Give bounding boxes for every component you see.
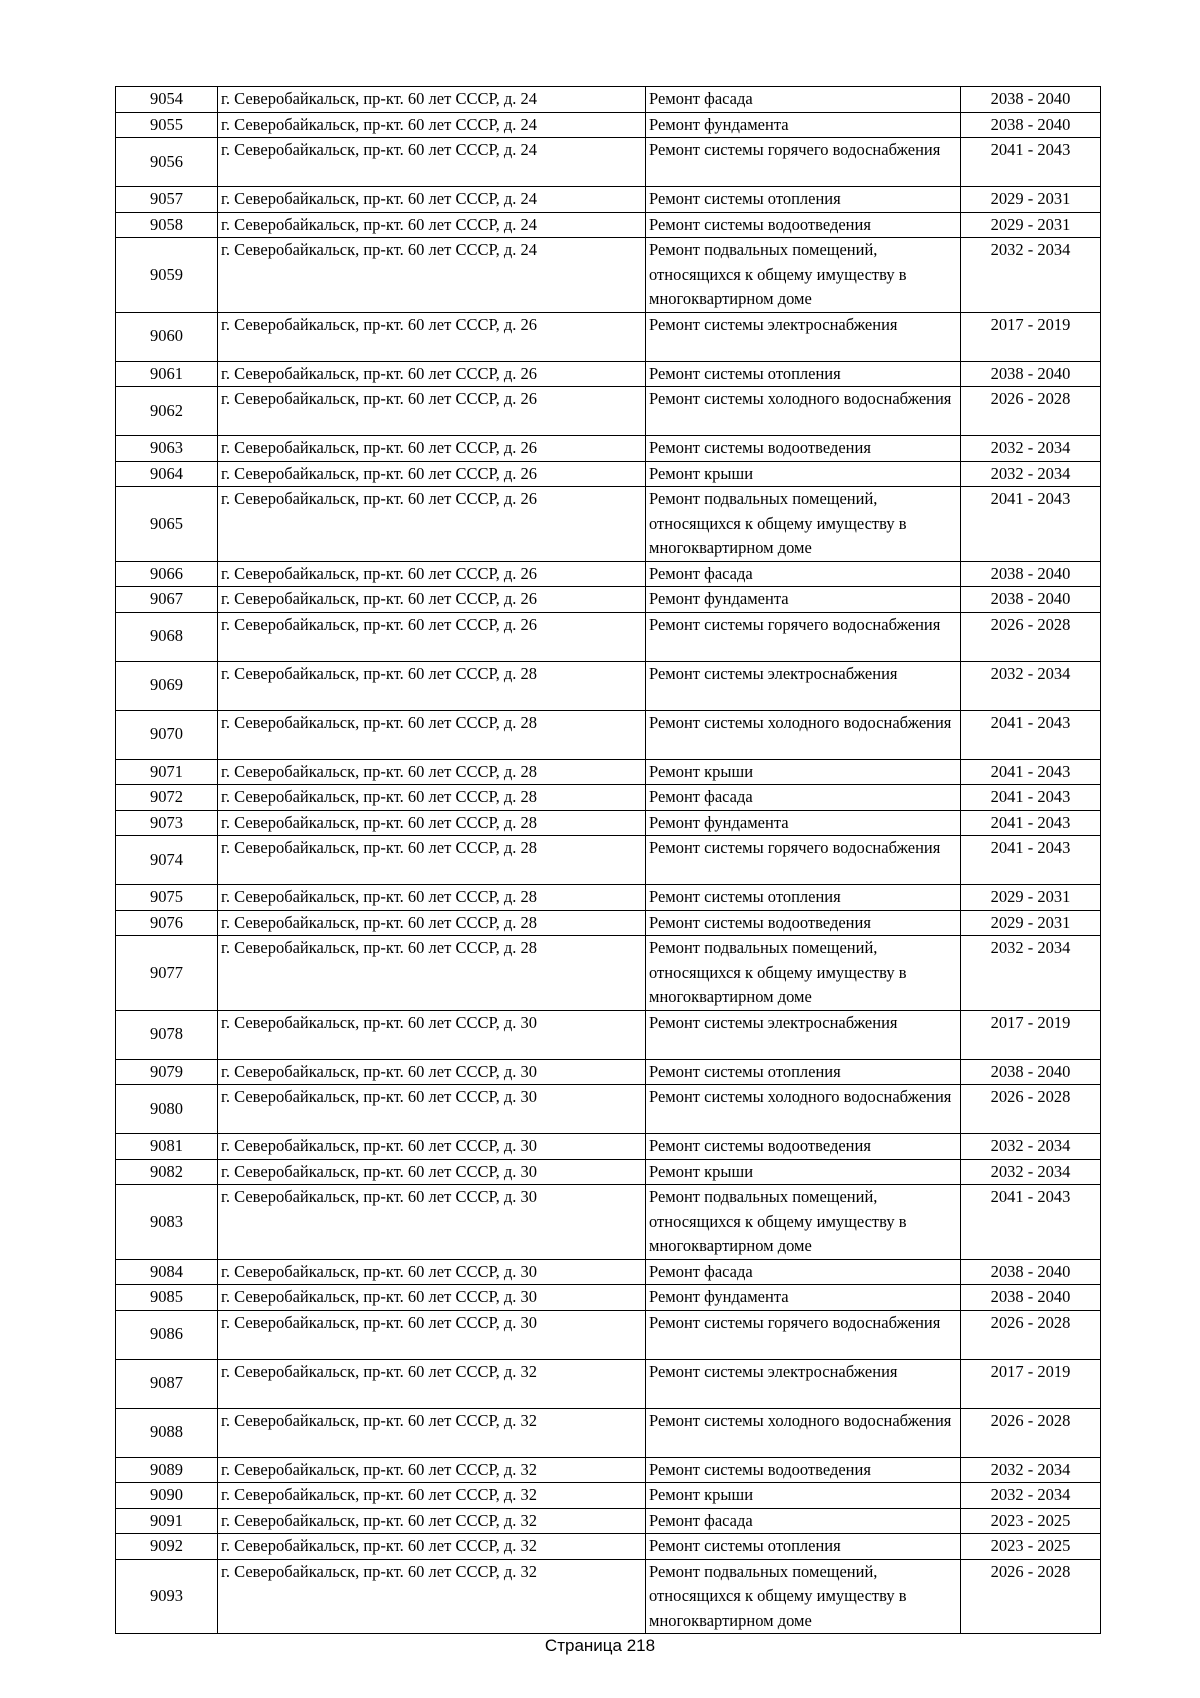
table-row [116,212,1101,238]
table-row [116,187,1101,213]
address-cell: г. Северобайкальск, пр-кт. 60 лет СССР, д. 28 [218,836,646,885]
address-cell: г. Северобайкальск, пр-кт. 60 лет СССР, д. 28 [218,785,646,811]
table-row [116,1559,1101,1634]
table-row [116,1159,1101,1185]
row-number-cell: 9055 [116,112,218,138]
address-cell: г. Северобайкальск, пр-кт. 60 лет СССР, д. 30 [218,1310,646,1359]
work-type-cell: Ремонт системы горячего водоснабжения [646,1310,961,1359]
row-number-cell: 9087 [116,1359,218,1408]
row-number-cell: 9080 [116,1085,218,1134]
work-type-cell: Ремонт фасада [646,87,961,113]
table-row [116,138,1101,187]
period-cell: 2038 - 2040 [961,561,1101,587]
work-type-cell: Ремонт фундамента [646,1285,961,1311]
period-cell: 2032 - 2034 [961,1159,1101,1185]
table-row [116,661,1101,710]
row-number-cell: 9068 [116,612,218,661]
period-cell: 2029 - 2031 [961,187,1101,213]
work-type-cell: Ремонт фасада [646,1508,961,1534]
work-type-cell: Ремонт системы холодного водоснабжения [646,1408,961,1457]
table-row [116,1359,1101,1408]
period-cell: 2041 - 2043 [961,810,1101,836]
period-cell: 2038 - 2040 [961,1285,1101,1311]
period-cell: 2026 - 2028 [961,1408,1101,1457]
work-type-cell: Ремонт системы холодного водоснабжения [646,710,961,759]
table-row [116,1310,1101,1359]
address-cell: г. Северобайкальск, пр-кт. 60 лет СССР, д. 32 [218,1408,646,1457]
work-type-cell: Ремонт системы электроснабжения [646,661,961,710]
work-type-cell: Ремонт системы водоотведения [646,910,961,936]
document-page [115,86,1100,1634]
row-number-cell: 9081 [116,1134,218,1160]
work-type-cell: Ремонт системы отопления [646,885,961,911]
period-cell: 2032 - 2034 [961,1134,1101,1160]
work-type-cell: Ремонт системы водоотведения [646,1457,961,1483]
period-cell: 2029 - 2031 [961,910,1101,936]
work-type-cell: Ремонт фасада [646,561,961,587]
address-cell: г. Северобайкальск, пр-кт. 60 лет СССР, д. 26 [218,587,646,613]
table-row [116,759,1101,785]
row-number-cell: 9086 [116,1310,218,1359]
period-cell: 2041 - 2043 [961,785,1101,811]
address-cell: г. Северобайкальск, пр-кт. 60 лет СССР, д. 26 [218,361,646,387]
period-cell: 2041 - 2043 [961,138,1101,187]
period-cell: 2032 - 2034 [961,436,1101,462]
address-cell: г. Северобайкальск, пр-кт. 60 лет СССР, д. 32 [218,1559,646,1634]
work-type-cell: Ремонт фундамента [646,810,961,836]
work-type-cell: Ремонт крыши [646,1159,961,1185]
address-cell: г. Северобайкальск, пр-кт. 60 лет СССР, д. 26 [218,312,646,361]
page-number: Страница 218 [544,1636,656,1655]
table-row [116,612,1101,661]
table-row [116,587,1101,613]
table-row [116,1457,1101,1483]
address-cell: г. Северобайкальск, пр-кт. 60 лет СССР, д. 30 [218,1159,646,1185]
row-number-cell: 9061 [116,361,218,387]
period-cell: 2032 - 2034 [961,238,1101,313]
table-row [116,561,1101,587]
table-row [116,710,1101,759]
address-cell: г. Северобайкальск, пр-кт. 60 лет СССР, д. 28 [218,885,646,911]
table-row [116,810,1101,836]
work-type-cell: Ремонт системы водоотведения [646,436,961,462]
work-type-cell: Ремонт подвальных помещений, относящихся к общему имуществу в многоквартирном доме [646,487,961,562]
row-number-cell: 9073 [116,810,218,836]
table-body [116,87,1101,1634]
address-cell: г. Северобайкальск, пр-кт. 60 лет СССР, д. 26 [218,561,646,587]
row-number-cell: 9079 [116,1059,218,1085]
period-cell: 2038 - 2040 [961,112,1101,138]
address-cell: г. Северобайкальск, пр-кт. 60 лет СССР, д. 32 [218,1457,646,1483]
table-row [116,1285,1101,1311]
address-cell: г. Северобайкальск, пр-кт. 60 лет СССР, д. 30 [218,1134,646,1160]
address-cell: г. Северобайкальск, пр-кт. 60 лет СССР, д. 24 [218,238,646,313]
row-number-cell: 9059 [116,238,218,313]
work-type-cell: Ремонт фасада [646,1259,961,1285]
period-cell: 2032 - 2034 [961,461,1101,487]
row-number-cell: 9065 [116,487,218,562]
work-type-cell: Ремонт подвальных помещений, относящихся к общему имуществу в многоквартирном доме [646,238,961,313]
address-cell: г. Северобайкальск, пр-кт. 60 лет СССР, д. 26 [218,436,646,462]
row-number-cell: 9062 [116,387,218,436]
work-type-cell: Ремонт системы водоотведения [646,212,961,238]
table-row [116,1483,1101,1509]
address-cell: г. Северобайкальск, пр-кт. 60 лет СССР, д. 24 [218,138,646,187]
table-row [116,936,1101,1011]
address-cell: г. Северобайкальск, пр-кт. 60 лет СССР, д. 28 [218,710,646,759]
period-cell: 2026 - 2028 [961,387,1101,436]
table-row [116,1185,1101,1260]
period-cell: 2029 - 2031 [961,885,1101,911]
period-cell: 2038 - 2040 [961,87,1101,113]
work-type-cell: Ремонт системы электроснабжения [646,1359,961,1408]
address-cell: г. Северобайкальск, пр-кт. 60 лет СССР, д. 30 [218,1185,646,1260]
address-cell: г. Северобайкальск, пр-кт. 60 лет СССР, д. 32 [218,1534,646,1560]
work-type-cell: Ремонт фасада [646,785,961,811]
period-cell: 2032 - 2034 [961,1457,1101,1483]
work-type-cell: Ремонт системы отопления [646,187,961,213]
row-number-cell: 9075 [116,885,218,911]
row-number-cell: 9072 [116,785,218,811]
period-cell: 2029 - 2031 [961,212,1101,238]
address-cell: г. Северобайкальск, пр-кт. 60 лет СССР, д. 26 [218,612,646,661]
work-type-cell: Ремонт системы горячего водоснабжения [646,612,961,661]
period-cell: 2041 - 2043 [961,759,1101,785]
row-number-cell: 9070 [116,710,218,759]
row-number-cell: 9054 [116,87,218,113]
period-cell: 2041 - 2043 [961,487,1101,562]
table-row [116,1534,1101,1560]
row-number-cell: 9083 [116,1185,218,1260]
address-cell: г. Северобайкальск, пр-кт. 60 лет СССР, д. 26 [218,487,646,562]
address-cell: г. Северобайкальск, пр-кт. 60 лет СССР, д. 32 [218,1508,646,1534]
row-number-cell: 9082 [116,1159,218,1185]
period-cell: 2026 - 2028 [961,1559,1101,1634]
address-cell: г. Северобайкальск, пр-кт. 60 лет СССР, д. 26 [218,387,646,436]
period-cell: 2032 - 2034 [961,936,1101,1011]
address-cell: г. Северобайкальск, пр-кт. 60 лет СССР, д. 28 [218,910,646,936]
address-cell: г. Северобайкальск, пр-кт. 60 лет СССР, д. 24 [218,87,646,113]
work-type-cell: Ремонт крыши [646,1483,961,1509]
period-cell: 2038 - 2040 [961,1259,1101,1285]
work-type-cell: Ремонт фундамента [646,112,961,138]
period-cell: 2032 - 2034 [961,1483,1101,1509]
period-cell: 2017 - 2019 [961,1359,1101,1408]
work-type-cell: Ремонт подвальных помещений, относящихся к общему имуществу в многоквартирном доме [646,1185,961,1260]
address-cell: г. Северобайкальск, пр-кт. 60 лет СССР, д. 28 [218,661,646,710]
period-cell: 2017 - 2019 [961,312,1101,361]
work-type-cell: Ремонт системы горячего водоснабжения [646,138,961,187]
period-cell: 2041 - 2043 [961,710,1101,759]
work-type-cell: Ремонт крыши [646,759,961,785]
table-row [116,387,1101,436]
period-cell: 2023 - 2025 [961,1534,1101,1560]
table-row [116,461,1101,487]
row-number-cell: 9063 [116,436,218,462]
work-type-cell: Ремонт крыши [646,461,961,487]
period-cell: 2038 - 2040 [961,361,1101,387]
row-number-cell: 9056 [116,138,218,187]
row-number-cell: 9077 [116,936,218,1011]
row-number-cell: 9088 [116,1408,218,1457]
work-type-cell: Ремонт системы отопления [646,361,961,387]
table-row [116,1259,1101,1285]
row-number-cell: 9084 [116,1259,218,1285]
address-cell: г. Северобайкальск, пр-кт. 60 лет СССР, д. 24 [218,212,646,238]
period-cell: 2026 - 2028 [961,1310,1101,1359]
period-cell: 2038 - 2040 [961,587,1101,613]
period-cell: 2017 - 2019 [961,1010,1101,1059]
row-number-cell: 9076 [116,910,218,936]
address-cell: г. Северобайкальск, пр-кт. 60 лет СССР, д. 24 [218,112,646,138]
table-row [116,487,1101,562]
address-cell: г. Северобайкальск, пр-кт. 60 лет СССР, д. 24 [218,187,646,213]
table-row [116,1010,1101,1059]
row-number-cell: 9074 [116,836,218,885]
row-number-cell: 9071 [116,759,218,785]
row-number-cell: 9092 [116,1534,218,1560]
period-cell: 2041 - 2043 [961,1185,1101,1260]
work-type-cell: Ремонт системы отопления [646,1534,961,1560]
table-row [116,1085,1101,1134]
period-cell: 2026 - 2028 [961,612,1101,661]
row-number-cell: 9067 [116,587,218,613]
period-cell: 2041 - 2043 [961,836,1101,885]
table-row [116,885,1101,911]
work-type-cell: Ремонт подвальных помещений, относящихся к общему имуществу в многоквартирном доме [646,1559,961,1634]
table-row [116,910,1101,936]
address-cell: г. Северобайкальск, пр-кт. 60 лет СССР, д. 26 [218,461,646,487]
row-number-cell: 9064 [116,461,218,487]
row-number-cell: 9093 [116,1559,218,1634]
table-row [116,1134,1101,1160]
work-type-cell: Ремонт подвальных помещений, относящихся к общему имуществу в многоквартирном доме [646,936,961,1011]
table-row [116,238,1101,313]
work-type-cell: Ремонт системы электроснабжения [646,312,961,361]
work-type-cell: Ремонт системы горячего водоснабжения [646,836,961,885]
address-cell: г. Северобайкальск, пр-кт. 60 лет СССР, д. 28 [218,810,646,836]
row-number-cell: 9066 [116,561,218,587]
table-row [116,1508,1101,1534]
row-number-cell: 9090 [116,1483,218,1509]
work-type-cell: Ремонт системы холодного водоснабжения [646,1085,961,1134]
address-cell: г. Северобайкальск, пр-кт. 60 лет СССР, д. 30 [218,1259,646,1285]
table-row [116,361,1101,387]
table-row [116,785,1101,811]
table-row [116,312,1101,361]
row-number-cell: 9078 [116,1010,218,1059]
row-number-cell: 9060 [116,312,218,361]
address-cell: г. Северобайкальск, пр-кт. 60 лет СССР, д. 30 [218,1059,646,1085]
row-number-cell: 9069 [116,661,218,710]
period-cell: 2032 - 2034 [961,661,1101,710]
address-cell: г. Северобайкальск, пр-кт. 60 лет СССР, д. 30 [218,1010,646,1059]
address-cell: г. Северобайкальск, пр-кт. 60 лет СССР, д. 30 [218,1085,646,1134]
address-cell: г. Северобайкальск, пр-кт. 60 лет СССР, д. 32 [218,1483,646,1509]
repair-schedule-table [115,86,1101,1634]
row-number-cell: 9057 [116,187,218,213]
table-row [116,87,1101,113]
address-cell: г. Северобайкальск, пр-кт. 60 лет СССР, д. 32 [218,1359,646,1408]
address-cell: г. Северобайкальск, пр-кт. 60 лет СССР, д. 28 [218,759,646,785]
row-number-cell: 9089 [116,1457,218,1483]
address-cell: г. Северобайкальск, пр-кт. 60 лет СССР, д. 28 [218,936,646,1011]
table-row [116,1059,1101,1085]
table-row [116,436,1101,462]
address-cell: г. Северобайкальск, пр-кт. 60 лет СССР, д. 30 [218,1285,646,1311]
table-row [116,836,1101,885]
work-type-cell: Ремонт системы холодного водоснабжения [646,387,961,436]
period-cell: 2038 - 2040 [961,1059,1101,1085]
table-row [116,112,1101,138]
period-cell: 2026 - 2028 [961,1085,1101,1134]
table-row [116,1408,1101,1457]
row-number-cell: 9091 [116,1508,218,1534]
row-number-cell: 9085 [116,1285,218,1311]
period-cell: 2023 - 2025 [961,1508,1101,1534]
row-number-cell: 9058 [116,212,218,238]
work-type-cell: Ремонт системы отопления [646,1059,961,1085]
work-type-cell: Ремонт системы водоотведения [646,1134,961,1160]
work-type-cell: Ремонт фундамента [646,587,961,613]
work-type-cell: Ремонт системы электроснабжения [646,1010,961,1059]
